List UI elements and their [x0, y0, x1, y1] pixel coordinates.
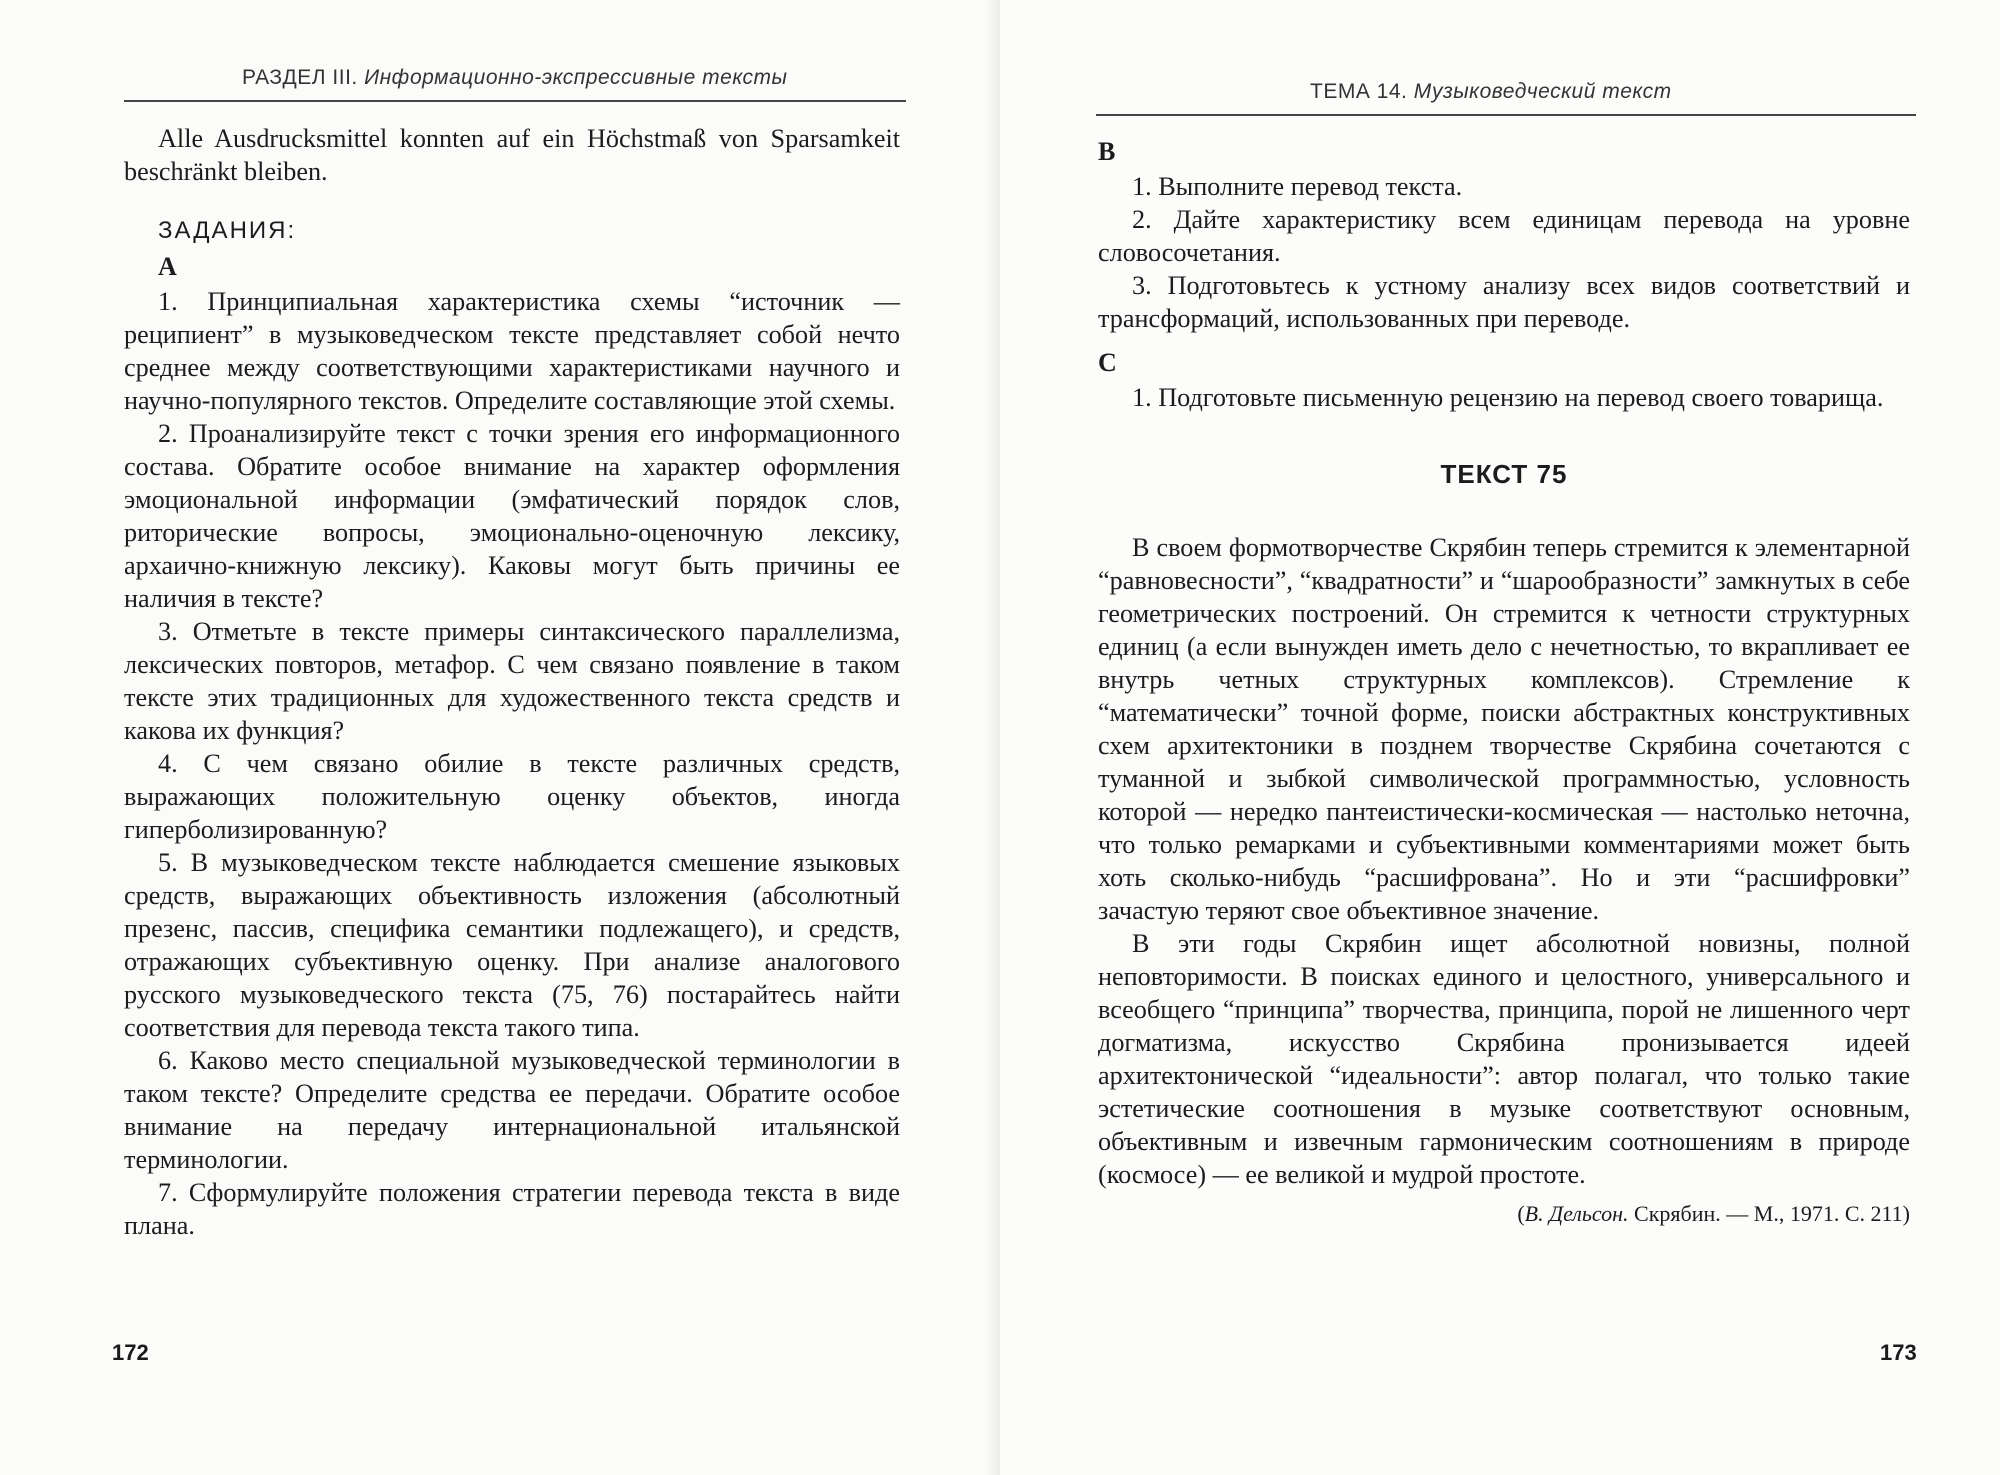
right-running-head: [1310, 80, 1672, 104]
left-running-head: [242, 66, 787, 90]
text-title: ТЕКСТ 75: [1440, 459, 1568, 489]
group-b-item: 1. Выполните перевод текста.: [1132, 172, 1463, 201]
citation-author: В. Дельсон.: [1524, 1201, 1629, 1226]
task-item: 7. Сформулируйте положения стратегии перевода текста в виде плана.: [124, 1178, 900, 1240]
task-item: 6. Каково место специальной музыковедческой терминологии в таком тексте? Определите средства ее передачи. Обратите особое внимание на передачу интернациональной итальянской терминологии.: [124, 1046, 900, 1174]
right-page: [1000, 0, 2000, 1475]
task-item: 2. Проанализируйте текст с точки зрения его информационного состава. Обратите особое внимание на характер оформления эмоциональной информации (эмфатический порядок слов, риторические вопросы, эмоционально-оценочную лексику, архаично-книжную лексику). Каковы могут быть причины ее наличия в тексте?: [124, 419, 900, 613]
group-b-item: 2. Дайте характеристику всем единицам перевода на уровне словосочетания.: [1098, 205, 1910, 267]
group-b-item: 3. Подготовьтесь к устному анализу всех видов соответствий и трансформаций, использованных при переводе.: [1098, 271, 1910, 333]
task-item: 5. В музыковедческом тексте наблюдается смешение языковых средств, выражающих объективность изложения (абсолютный презенс, пассив, специфика семантики подлежащего), и средств, отражающих субъективную оценку. При анализе аналогового русского музыковедческого текста (75, 76) постарайтесь найти соответствия для перевода текста такого типа.: [124, 848, 900, 1042]
right-running-head-section: ТЕМА 14.: [1310, 80, 1408, 103]
tasks-heading: ЗАДАНИЯ:: [158, 217, 297, 244]
intro-paragraph: Alle Ausdrucksmittel konnten auf ein Höchstmaß von Sparsamkeit beschränkt bleiben.: [124, 124, 900, 186]
left-head-rule: [124, 100, 906, 102]
group-c-label: С: [1098, 348, 1117, 377]
group-c-item: 1. Подготовьте письменную рецензию на перевод своего товарища.: [1132, 383, 1884, 412]
right-page-number: 173: [1880, 1340, 1917, 1365]
body-paragraph: В своем формотворчестве Скрябин теперь стремится к элементарной “равновесности”, “квадратности” и “шарообразности” замкнутых в себе геометрических построений. Он стремится к четности структурных единиц (а если вынужден иметь дело с нечетностью, то вкрапливает ее внутрь четных структурных комплексов). Стремление к “математически” точной форме, поиски абстрактных конструктивных схем архитектоники в позднем творчестве Скрябина сочетаются с туманной и зыбкой символической программностью, условность которой — нередко пантеистически-космическая — настолько неточна, что только ремарками и субъективными комментариями может быть хоть сколько-нибудь “расшифрована”. Но и эти “расшифровки” зачастую теряют свое объективное значение.: [1098, 533, 1910, 925]
body-paragraph: В эти годы Скрябин ищет абсолютной новизны, полной неповторимости. В поисках единого и целостного, универсального и всеобщего “принципа” творчества, принципа, порой не лишенного черт догматизма, искусство Скрябина пронизывается идеей архитектонической “идеальности”: автор полагал, что только такие эстетические соотношения в музыке соответствуют основным, объективным и извечным гармоническим соотношениям в природе (космосе) — ее великой и мудрой простоте.: [1098, 929, 1910, 1189]
group-b-label: В: [1098, 137, 1116, 166]
citation: [1098, 1197, 1910, 1230]
task-item: 4. С чем связано обилие в тексте различных средств, выражающих положительную оценку объектов, иногда гиперболизированную?: [124, 749, 900, 844]
left-page-number: 172: [112, 1340, 149, 1365]
task-item: 3. Отметьте в тексте примеры синтаксического параллелизма, лексических повторов, метафор. С чем связано появление в таком тексте этих традиционных для художественного текста средств и какова их функция?: [124, 617, 900, 745]
task-item: 1. Принципиальная характеристика схемы “источник — реципиент” в музыковедческом тексте представляет собой нечто среднее между соответствующими характеристиками научного и научно-популярного текстов. Определите составляющие этой схемы.: [124, 287, 900, 415]
left-running-head-section: РАЗДЕЛ III.: [242, 66, 358, 89]
citation-source: Скрябин. — М., 1971. С. 211): [1634, 1201, 1910, 1226]
left-running-head-title: Информационно-экспрессивные тексты: [364, 66, 788, 89]
right-running-head-title: Музыковедческий текст: [1413, 80, 1672, 103]
right-text-column: [1098, 134, 1910, 1230]
group-a-label: А: [158, 252, 177, 281]
left-text-column: [124, 122, 900, 1242]
citation-open: (: [1517, 1201, 1525, 1226]
right-head-rule: [1096, 114, 1916, 116]
